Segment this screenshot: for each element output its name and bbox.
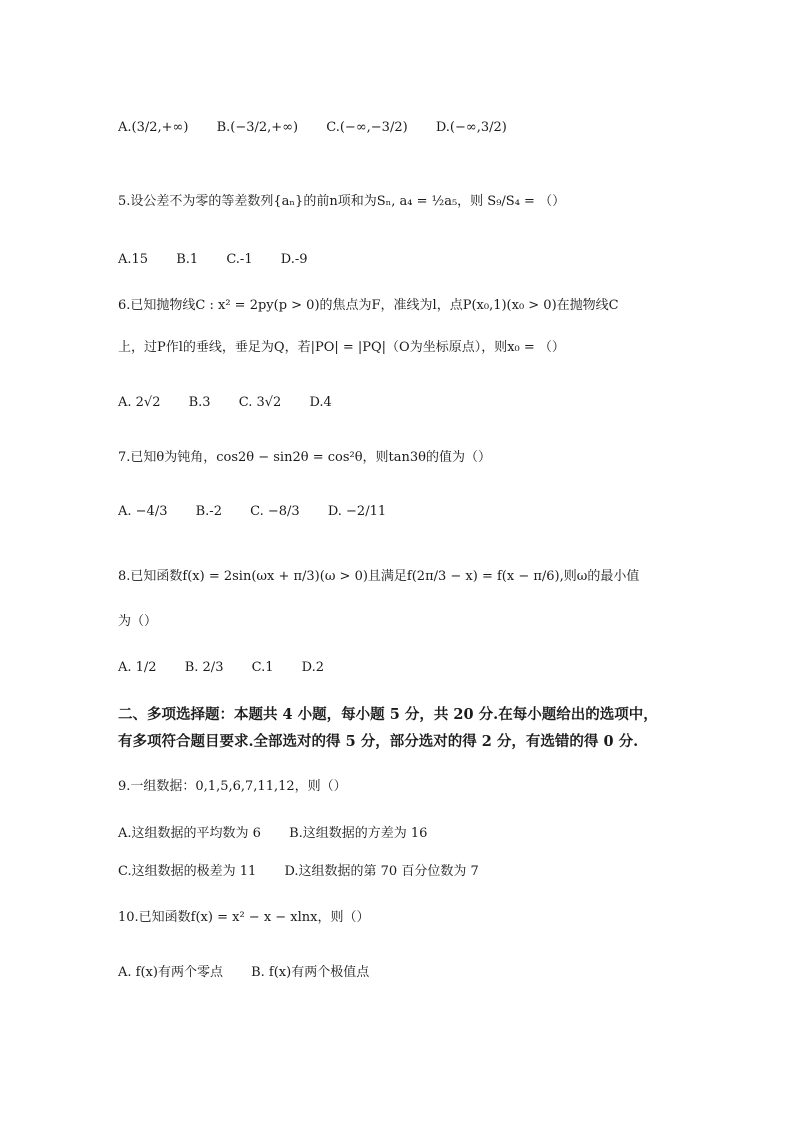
- q9-stem: 9.一组数据：0,1,5,6,7,11,12，则（）: [118, 779, 347, 794]
- q9-options-row1: [118, 824, 451, 844]
- q8-option-b: B. 2/3: [184, 660, 224, 675]
- q6-option-a: A. 2√2: [118, 395, 161, 410]
- section-2-heading-line2: 有多项符合题目要求.全部选对的得 5 分，部分选对的得 2 分，有选错的得 0 分.: [118, 733, 639, 750]
- q8-option-d: D.2: [301, 660, 325, 675]
- q4-option-d: D.(−∞,3/2): [435, 120, 507, 135]
- q6-option-c: C. 3√2: [238, 395, 282, 410]
- q7-options: [118, 502, 410, 522]
- q6-stem-line1: 6.已知抛物线C : x² = 2py(p > 0)的焦点为F，准线为l，点P(x₀,1)(x₀ > 0)在抛物线C: [118, 298, 619, 313]
- q8-stem-line1: 8.已知函数f(x) = 2sin(ωx + π/3)(ω > 0)且满足f(2π/3 − x) = f(x − π/6),则ω的最小值: [118, 569, 640, 584]
- q7-option-b: B.-2: [195, 504, 222, 519]
- q9-options-row2: [118, 862, 503, 882]
- section-2-heading: [118, 701, 698, 755]
- q8-option-c: C.1: [251, 660, 274, 675]
- q5-option-c: C.-1: [226, 252, 253, 267]
- q5-option-d: D.-9: [280, 252, 308, 267]
- q9-option-d: D.这组数据的第 70 百分位数为 7: [284, 864, 479, 879]
- q8-option-a: A. 1/2: [118, 660, 157, 675]
- q5-option-a: A.15: [118, 252, 149, 267]
- q8-options: [118, 658, 348, 678]
- q9-option-a: A.这组数据的平均数为 6: [118, 826, 261, 841]
- q4-option-a: A.(3/2,+∞): [118, 120, 189, 135]
- q7-stem: 7.已知θ为钝角，cos2θ − sin2θ = cos²θ，则tan3θ的值为（）: [118, 450, 491, 465]
- q10-stem: 10.已知函数f(x) = x² − x − xlnx，则（）: [118, 910, 370, 925]
- q4-option-b: B.(−3/2,+∞): [216, 120, 299, 135]
- q5-stem: 5.设公差不为零的等差数列{aₙ}的前n项和为Sₙ, a₄ = ½a₅，则 S₉/S₄ = （）: [118, 194, 566, 209]
- q9-option-b: B.这组数据的方差为 16: [289, 826, 428, 841]
- q6-option-b: B.3: [188, 395, 211, 410]
- section-2-heading-line1: 二、多项选择题：本题共 4 小题，每小题 5 分，共 20 分.在每小题给出的选项中，: [118, 706, 658, 723]
- q6-options: [118, 393, 356, 413]
- q4-option-c: C.(−∞,−3/2): [326, 120, 408, 135]
- q6-option-d: D.4: [309, 395, 332, 410]
- q6-stem-line2: 上，过P作l的垂线，垂足为Q，若|PO| = |PQ|（O为坐标原点），则x₀ = （）: [118, 340, 565, 355]
- q7-option-a: A. −4/3: [118, 504, 168, 519]
- q10-option-a: A. f(x)有两个零点: [118, 965, 223, 980]
- q10-options: [118, 963, 393, 983]
- q9-option-c: C.这组数据的极差为 11: [118, 864, 257, 879]
- q5-options: [118, 250, 332, 270]
- q4-options: [118, 118, 531, 138]
- q5-option-b: B.1: [176, 252, 199, 267]
- q10-option-b: B. f(x)有两个极值点: [251, 965, 370, 980]
- q7-option-d: D. −2/11: [327, 504, 387, 519]
- q8-stem-line2: 为（）: [118, 614, 158, 629]
- q7-option-c: C. −8/3: [250, 504, 300, 519]
